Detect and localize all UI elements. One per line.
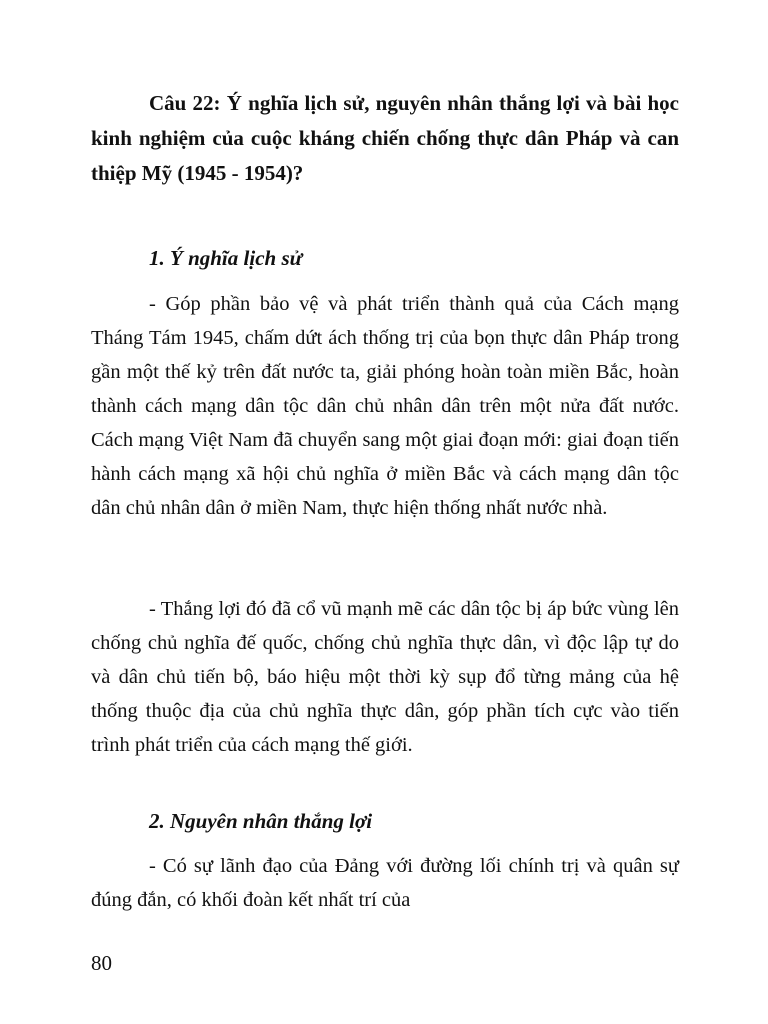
paragraph: - Thắng lợi đó đã cổ vũ mạnh mẽ các dân tộc bị áp bức vùng lên chống chủ nghĩa đế quốc, chống chủ nghĩa thực dân, vì độc lập tự do và dân chủ tiến bộ, báo hiệu một thời kỳ sụp đổ từng mảng của hệ thống thuộc địa của chủ nghĩa thực dân, góp phần tích cực vào tiến trình phát triển của cách mạng thế giới.	[91, 598, 679, 756]
section-heading-causes-of-victory: 2. Nguyên nhân thắng lợi	[149, 809, 373, 833]
paragraph: - Góp phần bảo vệ và phát triển thành quả của Cách mạng Tháng Tám 1945, chấm dứt ách thống trị của bọn thực dân Pháp trong gần một thế kỷ trên đất nước ta, giải phóng hoàn toàn miền Bắc, hoàn thành cách mạng dân tộc dân chủ nhân dân trên một nửa đất nước. Cách mạng Việt Nam đã chuyển sang một giai đoạn mới: giai đoạn tiến hành cách mạng xã hội chủ nghĩa ở miền Bắc và cách mạng dân tộc dân chủ nhân dân ở miền Nam, thực hiện thống nhất nước nhà.	[91, 293, 679, 519]
question-title: Câu 22: Ý nghĩa lịch sử, nguyên nhân thắng lợi và bài học kinh nghiệm của cuộc kháng chiến chống thực dân Pháp và can thiệp Mỹ (1945 - 1954)?	[91, 91, 679, 185]
section-heading-historical-significance: 1. Ý nghĩa lịch sử	[149, 246, 303, 270]
page-number: 80	[91, 951, 112, 975]
paragraph: - Có sự lãnh đạo của Đảng với đường lối chính trị và quân sự đúng đắn, có khối đoàn kết nhất trí của	[91, 855, 679, 911]
